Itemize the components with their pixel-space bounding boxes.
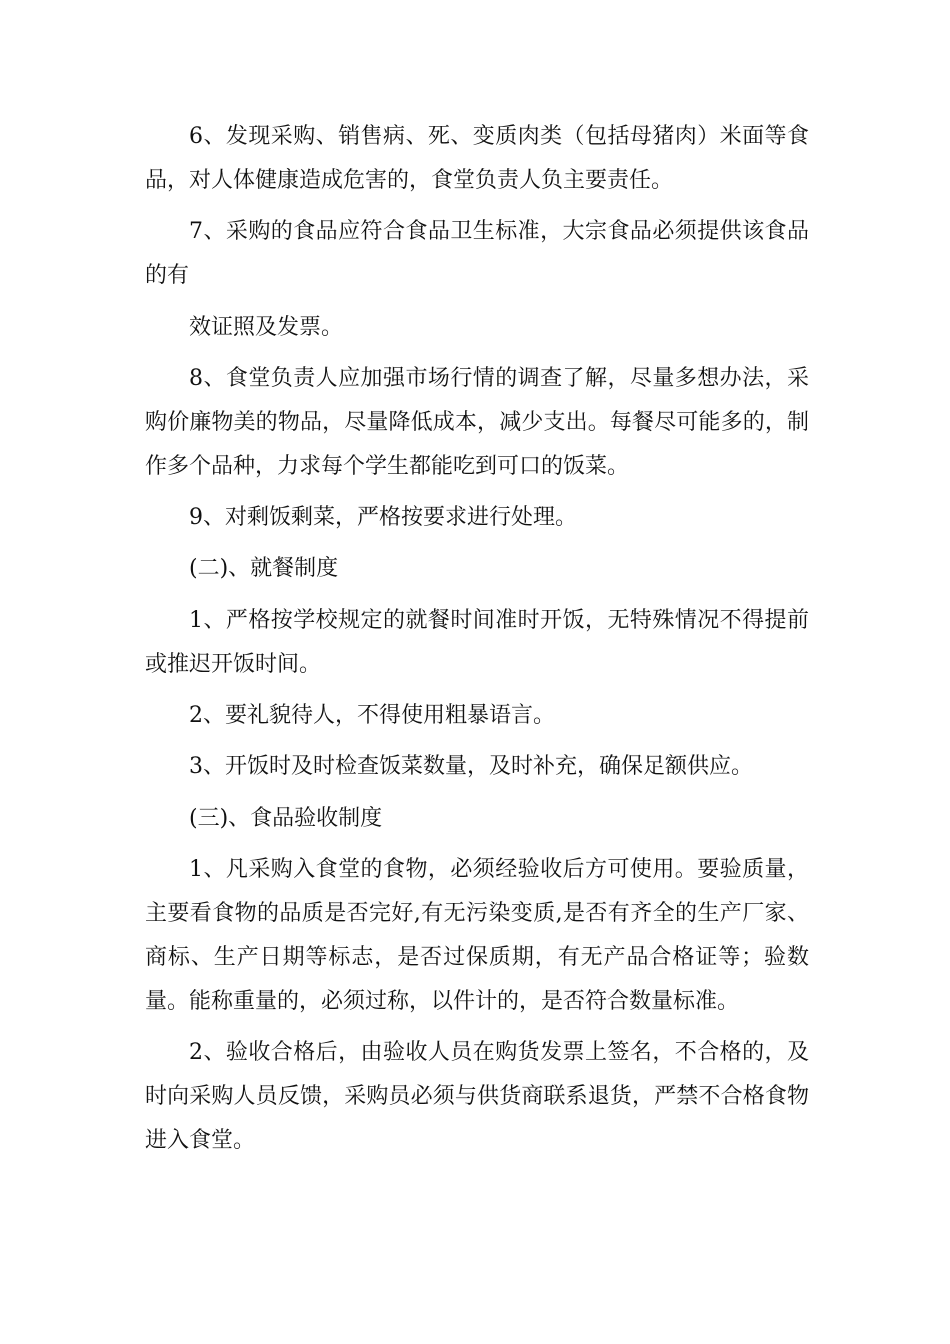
paragraph-item-7-continuation: 效证照及发票。 [189, 314, 344, 340]
paragraph-item-7-food-standards: 7、采购的食品应符合食品卫生标准，大宗食品必须提供该食品的有 [145, 219, 809, 289]
paragraph-item-9-leftovers: 9、对剩饭剩菜，严格按要求进行处理。 [189, 505, 577, 531]
paragraph-dining-1-schedule: 1、严格按学校规定的就餐时间准时开饭，无特殊情况不得提前或推迟开饭时间。 [145, 607, 809, 677]
paragraph-inspection-2-returns: 2、验收合格后，由验收人员在购货发票上签名，不合格的，及时向采购人员反馈，采购员必须与供货商联系退货，严禁不合格食物进入食堂。 [145, 1040, 809, 1154]
document-body [145, 115, 809, 1171]
paragraph-dining-2-politeness: 2、要礼貌待人，不得使用粗暴语言。 [189, 703, 555, 729]
section-heading-dining-rules: (二)、就餐制度 [189, 556, 339, 582]
paragraph-dining-3-supply: 3、开饭时及时检查饭菜数量，及时补充，确保足额供应。 [189, 754, 753, 780]
section-heading-inspection-rules: (三)、食品验收制度 [189, 805, 383, 831]
paragraph-item-6-purchasing-liability: 6、发现采购、销售病、死、变质肉类（包括母猪肉）米面等食品，对人体健康造成危害的，食堂负责人负主要责任。 [145, 124, 809, 193]
paragraph-item-8-market-survey: 8、食堂负责人应加强市场行情的调查了解，尽量多想办法，采购价廉物美的物品，尽量降低成本，减少支出。每餐尽可能多的，制作多个品种，力求每个学生都能吃到可口的饭菜。 [145, 365, 809, 479]
paragraph-inspection-1-quality: 1、凡采购入食堂的食物，必须经验收后方可使用。要验质量，主要看食物的品质是否完好,有无污染变质,是否有齐全的生产厂家、商标、生产日期等标志，是否过保质期，有无产品合格证等；验数量。能称重量的，必须过称，以件计的，是否符合数量标准。 [145, 856, 809, 1014]
